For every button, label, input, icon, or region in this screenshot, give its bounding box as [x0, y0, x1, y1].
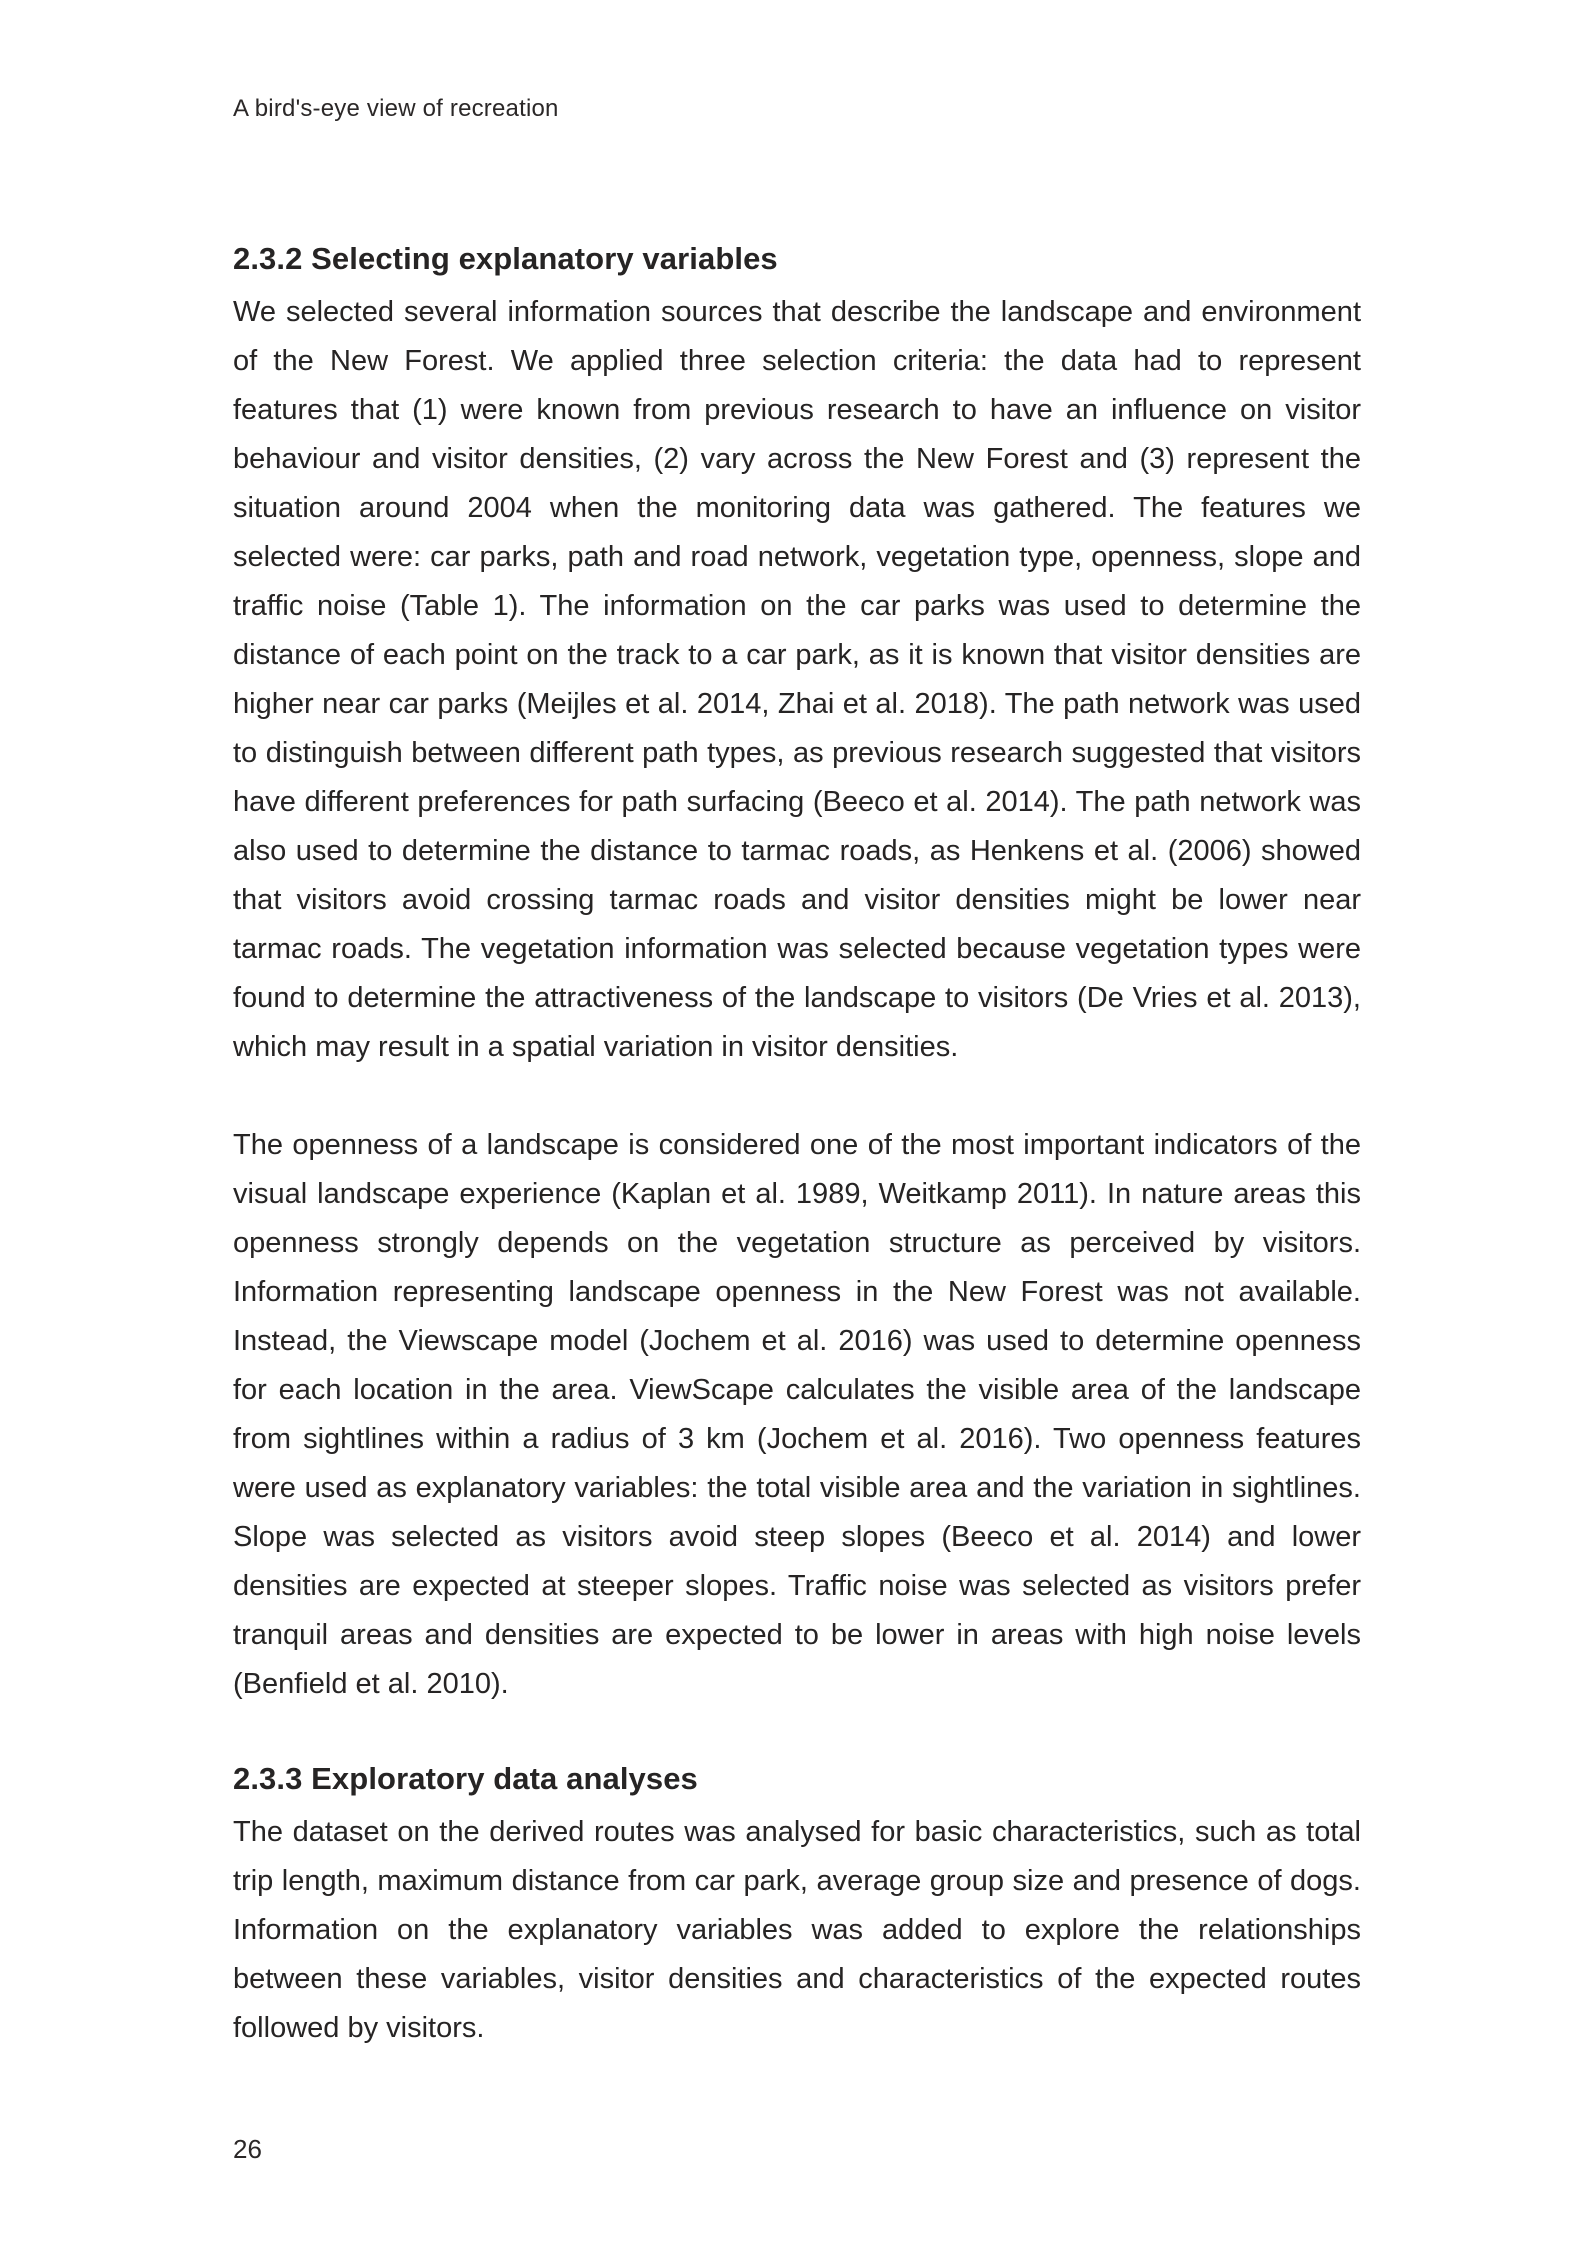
page-content [233, 238, 1361, 2102]
section-exploratory-data-analyses [233, 1758, 1361, 2053]
paragraph: We selected several information sources that describe the landscape and environment of the New Forest. We applied three selection criteria: the data had to represent features that (1) were known from previous research to have an influence on visitor behaviour and visitor densities, (2) vary across the New Forest and (3) represent the situation around 2004 when the monitoring data was gathered. The features we selected were: car parks, path and road network, vegetation type, openness, slope and traffic noise (Table 1). The information on the car parks was used to determine the distance of each point on the track to a car park, as it is known that visitor densities are higher near car parks (Meijles et al. 2014, Zhai et al. 2018). The path network was used to distinguish between different path types, as previous research suggested that visitors have different preferences for path surfacing (Beeco et al. 2014). The path network was also used to determine the distance to tarmac roads, as Henkens et al. (2006) showed that visitors avoid crossing tarmac roads and visitor densities might be lower near tarmac roads. The vegetation information was selected because vegetation types were found to determine the attractiveness of the landscape to visitors (De Vries et al. 2013), which may result in a spatial variation in visitor densities. [233, 296, 1361, 1063]
section-selecting-explanatory-variables [233, 238, 1361, 1709]
paragraph: The dataset on the derived routes was analysed for basic characteristics, such as total trip length, maximum distance from car park, average group size and presence of dogs. Information on the explanatory variables was added to explore the relationships between these variables, visitor densities and characteristics of the expected routes followed by visitors. [233, 1816, 1361, 2044]
running-header: A bird's-eye view of recreation [233, 95, 559, 122]
paragraph: The openness of a landscape is considered one of the most important indicators of the visual landscape experience (Kaplan et al. 1989, Weitkamp 2011). In nature areas this openness strongly depends on the vegetation structure as perceived by visitors. Information representing landscape openness in the New Forest was not available. Instead, the Viewscape model (Jochem et al. 2016) was used to determine openness for each location in the area. ViewScape calculates the visible area of the landscape from sightlines within a radius of 3 km (Jochem et al. 2016). Two openness features were used as explanatory variables: the total visible area and the variation in sightlines. Slope was selected as visitors avoid steep slopes (Beeco et al. 2014) and lower densities are expected at steeper slopes. Traffic noise was selected as visitors prefer tranquil areas and densities are expected to be lower in areas with high noise levels (Benfield et al. 2010). [233, 1129, 1361, 1700]
section-heading: 2.3.3 Exploratory data analyses [233, 1761, 698, 1796]
page-number: 26 [233, 2134, 262, 2164]
section-heading: 2.3.2 Selecting explanatory variables [233, 241, 778, 276]
